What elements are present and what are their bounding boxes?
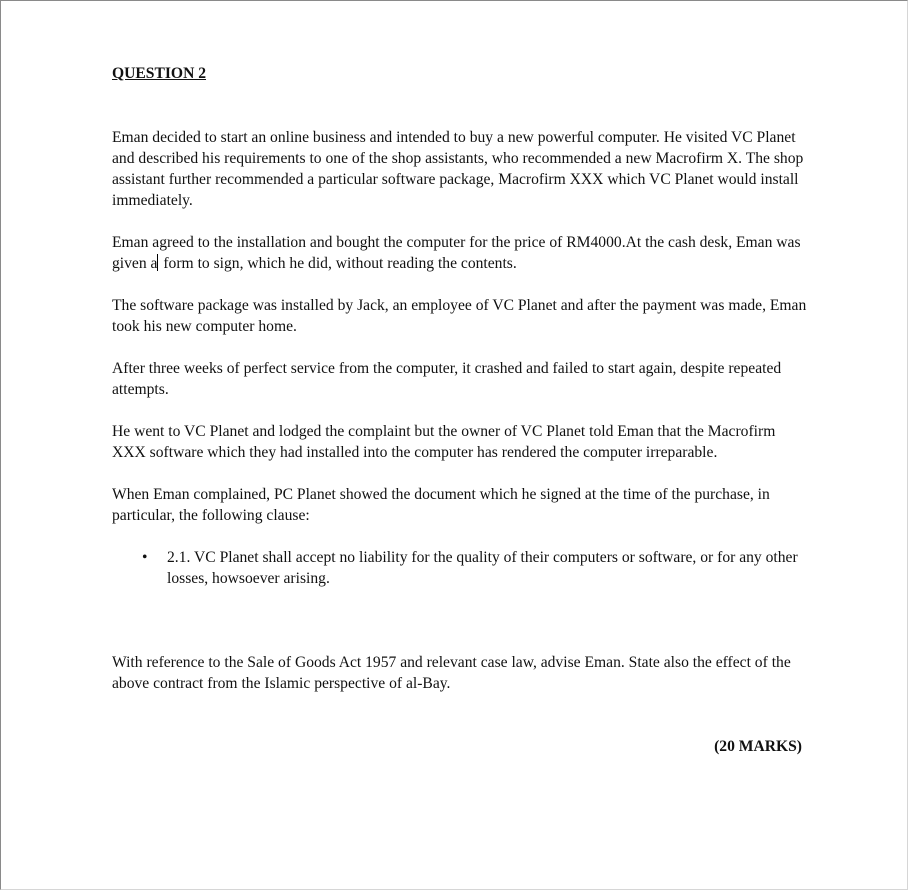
paragraph-crash: After three weeks of perfect service from the computer, it crashed and failed to start again, despite repeated attempts. xyxy=(112,360,782,398)
marks-label: (20 MARKS) xyxy=(714,738,802,755)
clause-item xyxy=(112,547,812,589)
question-heading: QUESTION 2 xyxy=(112,65,207,82)
bullet-icon: • xyxy=(142,549,148,566)
paragraph-task: With reference to the Sale of Goods Act 1957 and relevant case law, advise Eman. State also the effect of the above contract from the Islamic perspective of al-Bay. xyxy=(112,654,791,692)
paragraph-document-shown: When Eman complained, PC Planet showed the document which he signed at the time of the purchase, in particular, the following clause: xyxy=(112,486,770,524)
paragraph-scenario: Eman decided to start an online business and intended to buy a new powerful computer. He visited VC Planet and described his requirements to one of the shop assistants, who recommended a new Macrofirm X. The shop assistant further recommended a particular software package, Macrofirm XXX which VC Planet would install immediately. xyxy=(112,129,804,209)
paragraph-purchase-text-end: form to sign, which he did, without reading the contents. xyxy=(159,255,517,272)
paragraph-purchase-text-start: Eman agreed to the installation and bought the computer for the price of RM4000.At the cash desk, Eman was given a xyxy=(112,234,801,272)
clause-list xyxy=(112,547,812,589)
paragraph-complaint: He went to VC Planet and lodged the complaint but the owner of VC Planet told Eman that the Macrofirm XXX software which they had installed into the computer has rendered the computer irreparable. xyxy=(112,423,776,461)
paragraph-installation: The software package was installed by Jack, an employee of VC Planet and after the payment was made, Eman took his new computer home. xyxy=(112,297,807,335)
clause-text: 2.1. VC Planet shall accept no liability for the quality of their computers or software, or for any other losses, howsoever arising. xyxy=(167,549,798,587)
paragraph-purchase xyxy=(112,232,812,274)
document-body xyxy=(112,63,812,757)
